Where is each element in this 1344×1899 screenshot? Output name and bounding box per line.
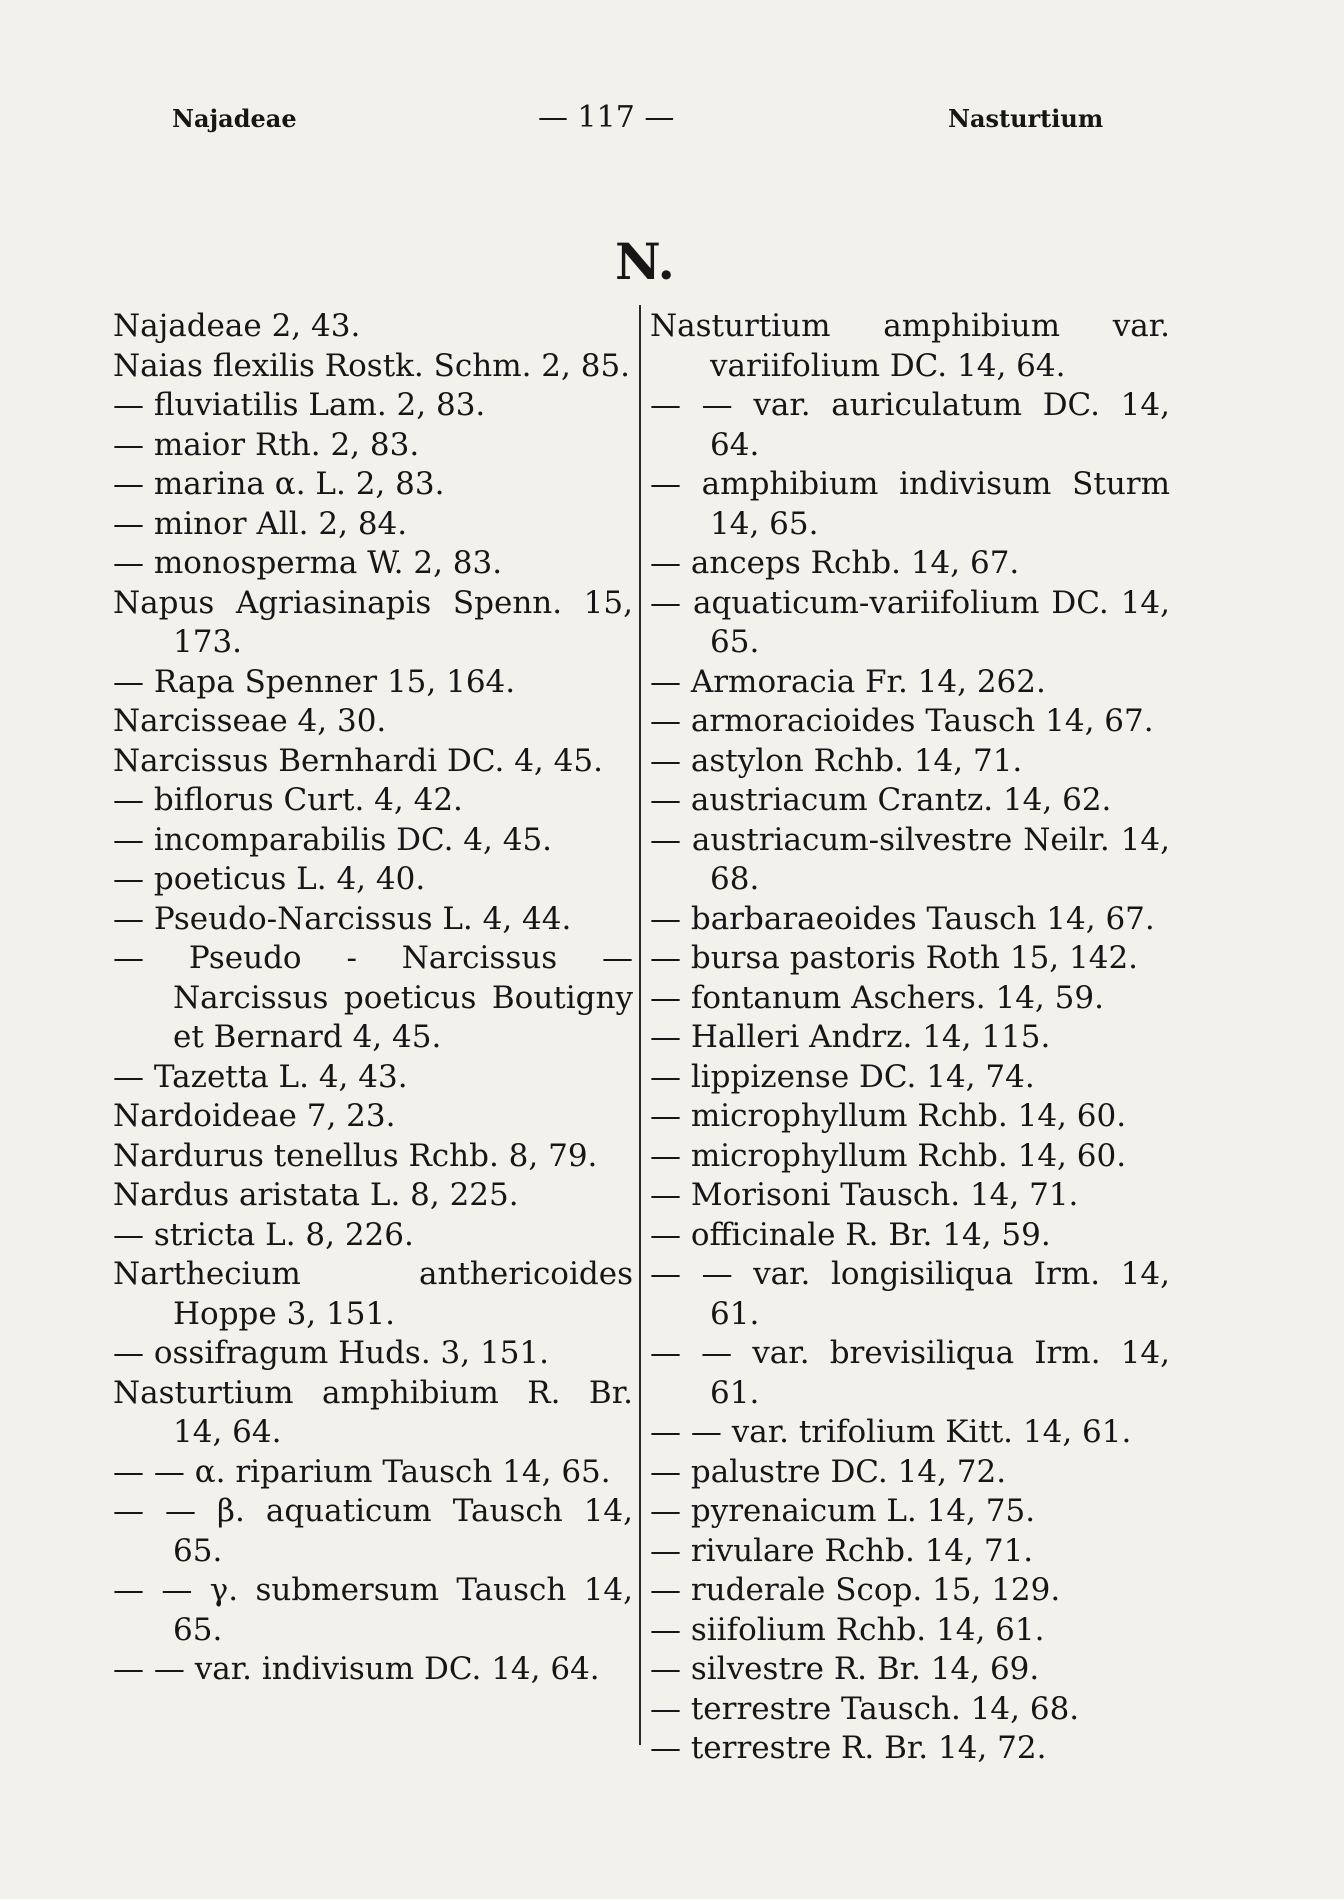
index-entry: — terrestre Tausch. 14, 68. [650, 1690, 1080, 1727]
index-entry: Narcissus Bernhardi DC. 4, 45. [113, 742, 603, 779]
index-entry: — microphyllum Rchb. 14, 60. [650, 1098, 1127, 1134]
index-entry: — austriacum Crantz. 14, 62. [650, 782, 1112, 818]
index-entry: — fontanum Aschers. 14, 59. [650, 979, 1104, 1016]
index-entry: Naias flexilis Rostk. Schm. 2, 85. [113, 347, 631, 384]
index-entry: — poeticus L. 4, 40. [113, 861, 426, 897]
index-entry: — — γ. submersum Tausch 14, 65. [113, 1572, 633, 1648]
index-entry: — ruderale Scop. 15, 129. [650, 1572, 1061, 1608]
index-entry: — maior Rth. 2, 83. [113, 426, 420, 463]
index-entry: — barbaraeoides Tausch 14, 67. [650, 900, 1155, 937]
index-entry: Nardurus tenellus Rchb. 8, 79. [113, 1137, 598, 1174]
index-entry: — silvestre R. Br. 14, 69. [650, 1651, 1040, 1687]
index-entry: — siifolium Rchb. 14, 61. [650, 1611, 1045, 1648]
index-entry: — aquaticum-variifolium DC. 14, 65. [650, 584, 1170, 660]
index-entry: — — var. indivisum DC. 14, 64. [113, 1651, 600, 1687]
index-entry: Napus Agriasinapis Spenn. 15, 173. [113, 584, 633, 660]
index-entry: — ossifragum Huds. 3, 151. [113, 1335, 549, 1371]
index-entry: — Halleri Andrz. 14, 115. [650, 1019, 1051, 1055]
index-entry: — — β. aquaticum Tausch 14, 65. [113, 1493, 633, 1569]
right-column [650, 307, 1170, 1769]
index-entry: — bursa pastoris Roth 15, 142. [650, 940, 1139, 976]
index-entry: — armoracioides Tausch 14, 67. [650, 703, 1154, 739]
running-header [0, 100, 1344, 144]
index-entry: — stricta L. 8, 226. [113, 1216, 414, 1253]
header-left: Najadeae [172, 104, 297, 133]
index-entry: Nardus aristata L. 8, 225. [113, 1177, 519, 1213]
index-entry: — Morisoni Tausch. 14, 71. [650, 1177, 1079, 1213]
index-entry: Najadeae 2, 43. [113, 308, 361, 344]
index-entry: — lippizense DC. 14, 74. [650, 1058, 1035, 1095]
index-entry: — pyrenaicum L. 14, 75. [650, 1493, 1036, 1529]
index-entry: — astylon Rchb. 14, 71. [650, 742, 1023, 779]
index-entry: — anceps Rchb. 14, 67. [650, 545, 1020, 581]
index-entry: — — var. longisiliqua Irm. 14, 61. [650, 1256, 1170, 1332]
index-entry: — Pseudo - Narcissus — Narcissus poeticus Boutigny et Bernard 4, 45. [113, 940, 633, 1055]
index-entry: — terrestre R. Br. 14, 72. [650, 1730, 1047, 1766]
index-entry: — officinale R. Br. 14, 59. [650, 1216, 1051, 1253]
index-entry: — austriacum-silvestre Neilr. 14, 68. [650, 821, 1170, 897]
index-entry: — microphyllum Rchb. 14, 60. [650, 1137, 1127, 1174]
index-entry: Narcisseae 4, 30. [113, 703, 387, 739]
index-entry: — monosperma W. 2, 83. [113, 545, 503, 581]
index-entry: — — α. riparium Tausch 14, 65. [113, 1453, 611, 1490]
index-entry: Narthecium anthericoides Hoppe 3, 151. [113, 1256, 633, 1332]
index-entry: Nasturtium amphibium var. variifolium DC. 14, 64. [650, 308, 1170, 384]
section-letter: N. [615, 232, 675, 291]
index-entry: Nardoideae 7, 23. [113, 1098, 396, 1134]
index-entry: — Pseudo-Narcissus L. 4, 44. [113, 900, 572, 937]
index-entry: — palustre DC. 14, 72. [650, 1453, 1007, 1490]
index-entry: — marina α. L. 2, 83. [113, 466, 445, 502]
left-column [113, 307, 633, 1690]
index-entry: — amphibium indivisum Sturm 14, 65. [650, 466, 1170, 542]
index-entry: — incomparabilis DC. 4, 45. [113, 821, 553, 858]
index-entry: — Rapa Spenner 15, 164. [113, 663, 516, 700]
index-entry: — biflorus Curt. 4, 42. [113, 782, 463, 818]
index-entry: — minor All. 2, 84. [113, 505, 408, 542]
index-entry: — — var. brevisiliqua Irm. 14, 61. [650, 1335, 1170, 1411]
index-entry: — — var. trifolium Kitt. 14, 61. [650, 1414, 1132, 1450]
index-entry: Nasturtium amphibium R. Br. 14, 64. [113, 1374, 633, 1450]
column-divider [639, 305, 641, 1745]
page-number: — 117 — [538, 100, 675, 135]
index-entry: — Tazetta L. 4, 43. [113, 1058, 408, 1095]
index-entry: — Armoracia Fr. 14, 262. [650, 663, 1046, 700]
index-entry: — rivulare Rchb. 14, 71. [650, 1532, 1034, 1569]
index-entry: — — var. auriculatum DC. 14, 64. [650, 387, 1170, 463]
header-right: Nasturtium [948, 104, 1104, 133]
index-entry: — fluviatilis Lam. 2, 83. [113, 387, 486, 423]
